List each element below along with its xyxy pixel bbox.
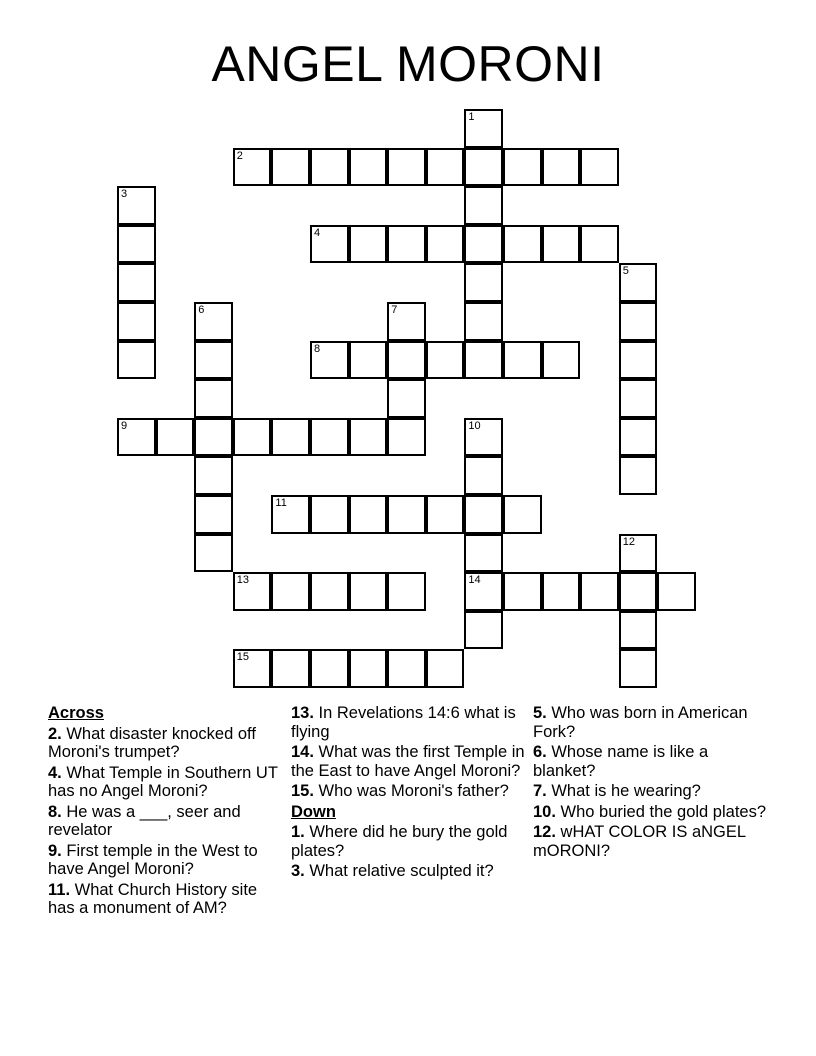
grid-cell[interactable] bbox=[464, 418, 503, 457]
clue-number: 8 bbox=[314, 342, 321, 355]
grid-cell[interactable] bbox=[619, 456, 658, 495]
grid-cell[interactable] bbox=[387, 225, 426, 264]
clue-number: 3 bbox=[121, 188, 128, 201]
grid-cell[interactable] bbox=[194, 379, 233, 418]
grid-cell[interactable] bbox=[619, 302, 658, 341]
grid-cell[interactable] bbox=[194, 534, 233, 573]
grid-cell[interactable] bbox=[464, 341, 503, 380]
grid-cell[interactable] bbox=[619, 572, 658, 611]
grid-cell[interactable] bbox=[619, 418, 658, 457]
grid-cell[interactable] bbox=[542, 225, 581, 264]
grid-cell[interactable] bbox=[426, 148, 465, 187]
grid-cell[interactable] bbox=[387, 649, 426, 688]
grid-cell[interactable] bbox=[310, 418, 349, 457]
across-clue-11: 11. What Church History site has a monument of AM? bbox=[48, 880, 258, 917]
grid-cell[interactable] bbox=[426, 225, 465, 264]
grid-cell[interactable] bbox=[464, 572, 503, 611]
grid-cell[interactable] bbox=[387, 572, 426, 611]
grid-cell[interactable] bbox=[271, 649, 310, 688]
across-heading: Across bbox=[48, 704, 104, 722]
grid-cell[interactable] bbox=[349, 418, 388, 457]
down-clue-12: 12. wHAT COLOR IS aNGEL mORONI? bbox=[533, 823, 746, 860]
grid-cell[interactable] bbox=[387, 495, 426, 534]
puzzle-title: ANGEL MORONI bbox=[211, 36, 605, 92]
clue-number: 5 bbox=[622, 265, 629, 278]
grid-cell[interactable] bbox=[619, 341, 658, 380]
grid-cell[interactable] bbox=[464, 302, 503, 341]
grid-cell[interactable] bbox=[464, 109, 503, 148]
grid-cell[interactable] bbox=[387, 302, 426, 341]
clue-number: 13 bbox=[236, 574, 250, 587]
grid-cell[interactable] bbox=[426, 341, 465, 380]
clue-number: 14 bbox=[468, 574, 481, 587]
grid-cell[interactable] bbox=[310, 341, 349, 380]
down-clue-10: 10. Who buried the gold plates? bbox=[533, 802, 766, 821]
grid-cell[interactable] bbox=[194, 418, 233, 457]
grid-cell[interactable] bbox=[349, 649, 388, 688]
grid-cell[interactable] bbox=[464, 186, 503, 225]
clue-number: 6 bbox=[198, 304, 205, 316]
grid-cell[interactable] bbox=[464, 456, 503, 495]
clue-column-2 bbox=[291, 702, 527, 883]
grid-cell[interactable] bbox=[503, 225, 542, 264]
grid-cell[interactable] bbox=[117, 302, 156, 341]
grid-cell[interactable] bbox=[310, 495, 349, 534]
grid-cell[interactable] bbox=[464, 611, 503, 650]
grid-cell[interactable] bbox=[619, 611, 658, 650]
grid-cell[interactable] bbox=[542, 572, 581, 611]
grid-cell[interactable] bbox=[117, 263, 156, 302]
clue-number: 1 bbox=[468, 111, 475, 123]
across-clue-15: 15. Who was Moroni's father? bbox=[291, 782, 509, 800]
across-clue-9: 9. First temple in the West to have Angel Moroni? bbox=[48, 841, 258, 878]
clue-number: 10 bbox=[468, 419, 481, 432]
grid-cell[interactable] bbox=[503, 148, 542, 187]
grid-cell[interactable] bbox=[271, 572, 310, 611]
grid-cell[interactable] bbox=[117, 225, 156, 264]
grid-cell[interactable] bbox=[542, 148, 581, 187]
grid-cell[interactable] bbox=[117, 418, 156, 457]
grid-cell[interactable] bbox=[194, 341, 233, 380]
grid-cell[interactable] bbox=[387, 379, 426, 418]
grid-cell[interactable] bbox=[464, 495, 503, 534]
grid-cell[interactable] bbox=[310, 148, 349, 187]
grid-cell[interactable] bbox=[580, 572, 619, 611]
grid-cell[interactable] bbox=[503, 341, 542, 380]
grid-cell[interactable] bbox=[464, 225, 503, 264]
grid-cell[interactable] bbox=[349, 572, 388, 611]
down-heading: Down bbox=[291, 802, 336, 821]
grid-cell[interactable] bbox=[349, 148, 388, 187]
grid-cell[interactable] bbox=[619, 534, 658, 573]
across-clue-4: 4. What Temple in Southern UT has no Angel Moroni? bbox=[48, 763, 278, 800]
across-clue-14: 14. What was the first Temple in the East to have Angel Moroni? bbox=[291, 743, 525, 780]
grid-cell[interactable] bbox=[503, 572, 542, 611]
grid-cell[interactable] bbox=[542, 341, 581, 380]
grid-cell[interactable] bbox=[233, 649, 272, 688]
grid-cell[interactable] bbox=[271, 418, 310, 457]
grid-cell[interactable] bbox=[426, 649, 465, 688]
grid-cell[interactable] bbox=[117, 341, 156, 380]
down-clue-6: 6. Whose name is like a blanket? bbox=[533, 743, 709, 780]
grid-cell[interactable] bbox=[464, 148, 503, 187]
grid-cell[interactable] bbox=[349, 341, 388, 380]
grid-cell[interactable] bbox=[657, 572, 696, 611]
grid-cell[interactable] bbox=[233, 572, 272, 611]
grid-cell[interactable] bbox=[580, 148, 619, 187]
across-clue-2: 2. What disaster knocked off Moroni's trumpet? bbox=[48, 724, 256, 761]
grid-cell[interactable] bbox=[387, 341, 426, 380]
grid-cell[interactable] bbox=[194, 302, 233, 341]
grid-cell[interactable] bbox=[271, 495, 310, 534]
grid-cell[interactable] bbox=[426, 495, 465, 534]
grid-cell[interactable] bbox=[619, 263, 658, 302]
grid-cell[interactable] bbox=[387, 148, 426, 187]
grid-cell[interactable] bbox=[349, 495, 388, 534]
across-clue-8: 8. He was a ___, seer and revelator bbox=[48, 802, 241, 839]
down-clue-7: 7. What is he wearing? bbox=[533, 782, 701, 800]
across-clue-13: 13. In Revelations 14:6 what is flying bbox=[291, 704, 516, 741]
grid-cell[interactable] bbox=[156, 418, 195, 457]
clue-column-1 bbox=[48, 702, 284, 920]
clue-number: 15 bbox=[236, 651, 250, 664]
grid-cell[interactable] bbox=[619, 379, 658, 418]
grid-cell[interactable] bbox=[619, 649, 658, 688]
grid-cell[interactable] bbox=[503, 495, 542, 534]
clue-number: 9 bbox=[121, 419, 128, 432]
grid-cell[interactable] bbox=[580, 225, 619, 264]
down-clue-1: 1. Where did he bury the gold plates? bbox=[291, 823, 508, 860]
grid-cell[interactable] bbox=[271, 148, 310, 187]
grid-cell[interactable] bbox=[464, 534, 503, 573]
clue-number: 7 bbox=[391, 304, 398, 316]
down-clue-5: 5. Who was born in American Fork? bbox=[533, 704, 748, 741]
grid-cell[interactable] bbox=[194, 495, 233, 534]
clue-column-3 bbox=[533, 702, 769, 862]
grid-cell[interactable] bbox=[464, 263, 503, 302]
grid-cell[interactable] bbox=[310, 649, 349, 688]
grid-cell[interactable] bbox=[387, 418, 426, 457]
down-clue-3: 3. What relative sculpted it? bbox=[291, 862, 494, 880]
clue-number: 4 bbox=[314, 226, 321, 239]
clue-number: 2 bbox=[236, 149, 243, 162]
grid-cell[interactable] bbox=[233, 148, 272, 187]
grid-cell[interactable] bbox=[310, 225, 349, 264]
grid-cell[interactable] bbox=[117, 186, 156, 225]
grid-cell[interactable] bbox=[194, 456, 233, 495]
grid-cell[interactable] bbox=[233, 418, 272, 457]
grid-cell[interactable] bbox=[310, 572, 349, 611]
grid-cell[interactable] bbox=[349, 225, 388, 264]
clue-number: 12 bbox=[622, 535, 636, 548]
clue-number: 11 bbox=[275, 497, 287, 509]
